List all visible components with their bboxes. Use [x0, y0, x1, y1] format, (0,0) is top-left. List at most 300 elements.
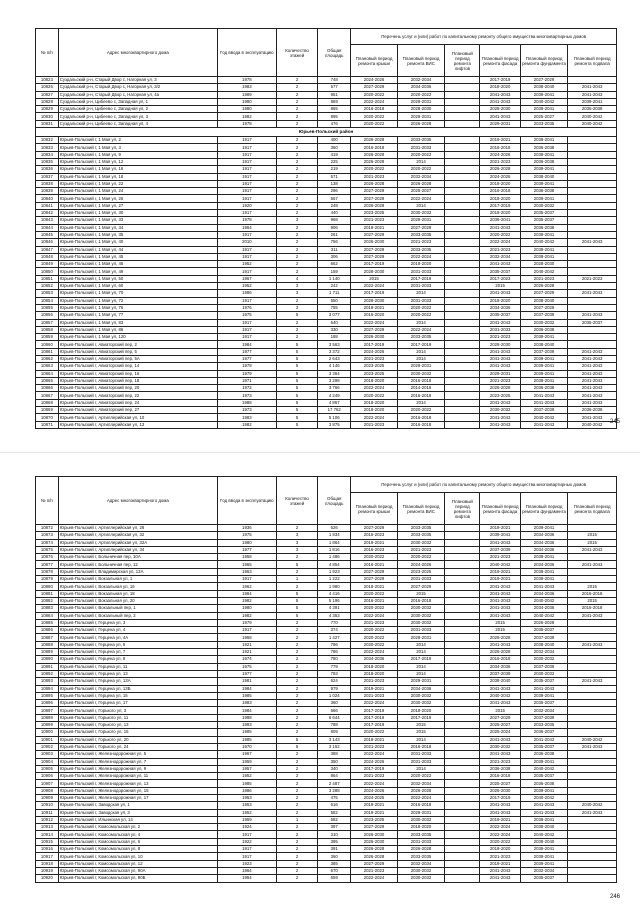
- cell-number: 10862: [36, 355, 59, 362]
- cell-lifts: [445, 290, 480, 297]
- cell-year: 1978: [217, 217, 276, 224]
- cell-floors: 2: [276, 246, 317, 253]
- cell-address: Юрьев-Польский г, Авиаторский пер, 2: [58, 341, 217, 348]
- cell-area: 567: [318, 195, 351, 202]
- cell-vis: 2016-2018: [397, 743, 445, 750]
- cell-address: Юрьев-Польский г, 1 Мая ул, 120: [58, 334, 217, 341]
- cell-lifts: [445, 809, 480, 816]
- cell-floors: 5: [276, 399, 317, 406]
- table-row: [36, 605, 617, 612]
- cell-area: 4 854: [318, 561, 351, 568]
- cell-address: Юрьев-Польский г, Герцена ул, 13А: [58, 678, 217, 685]
- cell-year: 1981: [217, 678, 276, 685]
- cell-lifts: [445, 195, 480, 202]
- cell-floors: 2: [276, 685, 317, 692]
- cell-foundation: 2036-2038: [520, 326, 568, 333]
- cell-area: 779: [318, 663, 351, 670]
- cell-floors: 2: [276, 231, 317, 238]
- cell-facade: 2030-2032: [480, 743, 520, 750]
- cell-basement: [568, 261, 617, 268]
- cell-basement: [568, 831, 617, 838]
- cell-foundation: 2034-2036: [520, 590, 568, 597]
- cell-address: Юрьев-Польский г, 1 Мая ул, 12: [58, 158, 217, 165]
- cell-year: 1982: [217, 421, 276, 428]
- cell-address: Юрьев-Польский г, 1 Мая ул, 44: [58, 246, 217, 253]
- cell-year: 1952: [217, 809, 276, 816]
- cell-roof: 2021-2023: [351, 173, 398, 180]
- cell-foundation: 2030-2032: [520, 202, 568, 209]
- table-row: [36, 867, 617, 874]
- cell-lifts: [445, 634, 480, 641]
- cell-basement: [568, 875, 617, 882]
- cell-address: Юрьев-Польский г, Герцена ул, 5: [58, 641, 217, 648]
- cell-foundation: 2040-2042: [520, 597, 568, 604]
- cell-foundation: 2035-2037: [520, 210, 568, 217]
- cell-vis: 2031-2033: [397, 576, 445, 583]
- header-address: Адрес многоквартирного дома: [58, 29, 217, 77]
- cell-floors: 2: [276, 751, 317, 758]
- cell-basement: [568, 816, 617, 823]
- cell-floors: 5: [276, 736, 317, 743]
- cell-floors: 2: [276, 634, 317, 641]
- cell-area: 397: [318, 824, 351, 831]
- cell-address: Юрьев-Польский г, Больничная пер, 10А: [58, 554, 217, 561]
- cell-number: 10870: [36, 414, 59, 421]
- cell-area: 968: [318, 217, 351, 224]
- cell-floors: 2: [276, 84, 317, 91]
- cell-number: 10865: [36, 377, 59, 384]
- cell-foundation: 2037-2039: [520, 714, 568, 721]
- cell-facade: 2022-2024: [480, 824, 520, 831]
- cell-facade: 2015: [480, 627, 520, 634]
- cell-basement: [568, 246, 617, 253]
- cell-basement: 2036-2038: [568, 106, 617, 113]
- cell-address: Юрьев-Польский г, Заводская ул, 1: [58, 802, 217, 809]
- cell-foundation: 2036-2038: [520, 385, 568, 392]
- cell-area: 979: [318, 685, 351, 692]
- cell-floors: 2: [276, 867, 317, 874]
- cell-number: 10846: [36, 239, 59, 246]
- cell-foundation: 2035-2037: [520, 773, 568, 780]
- cell-year: 1962: [217, 583, 276, 590]
- cell-area: 577: [318, 84, 351, 91]
- cell-foundation: 2041-2043: [520, 583, 568, 590]
- cell-basement: [568, 634, 617, 641]
- table-row: [36, 363, 617, 370]
- cell-foundation: 2038-2040: [520, 641, 568, 648]
- cell-facade: 2039-2041: [480, 532, 520, 539]
- cell-number: 10828: [36, 98, 59, 105]
- cell-vis: 2022-2024: [397, 326, 445, 333]
- cell-area: 1 024: [318, 692, 351, 699]
- cell-facade: 2016-2018: [480, 773, 520, 780]
- cell-roof: 2027-2029: [351, 525, 398, 532]
- cell-facade: 2019-2021: [480, 860, 520, 867]
- cell-area: 4 249: [318, 392, 351, 399]
- cell-foundation: 2036-2038: [520, 188, 568, 195]
- cell-floors: 2: [276, 802, 317, 809]
- cell-address: Юрьев-Польский г, Авиаторский пер, 24: [58, 399, 217, 406]
- cell-facade: 2041-2043: [480, 612, 520, 619]
- cell-facade: 2029-2031: [480, 120, 520, 127]
- cell-vis: 2018-2020: [397, 824, 445, 831]
- cell-floors: 2: [276, 297, 317, 304]
- cell-year: 1975: [217, 312, 276, 319]
- cell-basement: [568, 304, 617, 311]
- cell-roof: 2016-2023: [351, 546, 398, 553]
- cell-facade: 2026-2028: [480, 634, 520, 641]
- cell-lifts: [445, 151, 480, 158]
- cell-roof: 2026-2030: [351, 334, 398, 341]
- cell-roof: 2026-2028: [351, 151, 398, 158]
- cell-address: Юрьев-Польский г, Комсомольская ул, 10: [58, 853, 217, 860]
- cell-floors: 2: [276, 787, 317, 794]
- table-row: [36, 670, 617, 677]
- cell-year: 1917: [217, 253, 276, 260]
- cell-number: 10844: [36, 224, 59, 231]
- cell-number: 10904: [36, 758, 59, 765]
- cell-basement: 2041-2043: [568, 385, 617, 392]
- cell-basement: 2041-2043: [568, 312, 617, 319]
- cell-floors: 2: [276, 794, 317, 801]
- cell-roof: 2022-2024: [351, 283, 398, 290]
- cell-vis: 2026-2028: [397, 846, 445, 853]
- cell-vis: 2020-2022: [397, 166, 445, 173]
- table-row: [36, 275, 617, 282]
- cell-roof: 2019-2021: [351, 809, 398, 816]
- cell-facade: 2041-2043: [480, 319, 520, 326]
- cell-year: 1921: [217, 641, 276, 648]
- cell-facade: 2020-2022: [480, 838, 520, 845]
- cell-foundation: 2036-2038: [520, 158, 568, 165]
- cell-foundation: 2039-2041: [520, 860, 568, 867]
- cell-basement: 2041-2043: [568, 392, 617, 399]
- cell-vis: 2014: [397, 290, 445, 297]
- cell-floors: 5: [276, 392, 317, 399]
- cell-basement: [568, 188, 617, 195]
- cell-number: 10915: [36, 838, 59, 845]
- cell-foundation: 2038-2040: [520, 297, 568, 304]
- cell-year: 1959: [217, 758, 276, 765]
- cell-lifts: [445, 576, 480, 583]
- cell-basement: [568, 846, 617, 853]
- cell-vis: 2016-2018: [397, 597, 445, 604]
- cell-vis: 2031-2033: [397, 144, 445, 151]
- cell-floors: 5: [276, 348, 317, 355]
- cell-number: 10829: [36, 106, 59, 113]
- cell-lifts: [445, 743, 480, 750]
- cell-address: Юрьев-Польский г, Комсомольская ул, 90А: [58, 867, 217, 874]
- cell-number: 10910: [36, 802, 59, 809]
- cell-facade: 2021-2023: [480, 554, 520, 561]
- cell-basement: [568, 568, 617, 575]
- cell-lifts: [445, 765, 480, 772]
- cell-address: Юрьев-Польский г, 1 Мая ул, 27: [58, 202, 217, 209]
- cell-roof: 2027-2029: [351, 195, 398, 202]
- cell-foundation: 2036-2038: [520, 780, 568, 787]
- cell-floors: 2: [276, 120, 317, 127]
- cell-roof: 2022-2024: [351, 751, 398, 758]
- table-row: [36, 304, 617, 311]
- cell-foundation: 2041-2043: [520, 392, 568, 399]
- cell-area: 748: [318, 77, 351, 84]
- cell-floors: 3: [276, 290, 317, 297]
- cell-floors: 5: [276, 605, 317, 612]
- header-area: Общая площадь: [318, 29, 351, 77]
- cell-basement: 2041-2043: [568, 414, 617, 421]
- cell-roof: 2019-2021: [351, 736, 398, 743]
- cell-area: 756: [318, 239, 351, 246]
- cell-foundation: 2030-2032: [520, 656, 568, 663]
- table-row: [36, 875, 617, 882]
- cell-address: Юрьев-Польский г, Железнодорожная ул, 13: [58, 780, 217, 787]
- cell-basement: [568, 853, 617, 860]
- cell-vis: 2028-2030: [397, 106, 445, 113]
- cell-year: 1983: [217, 84, 276, 91]
- cell-floors: 2: [276, 875, 317, 882]
- cell-vis: 2034-2036: [397, 685, 445, 692]
- cell-year: 1985: [217, 729, 276, 736]
- cell-vis: 2014: [397, 355, 445, 362]
- cell-year: 1917: [217, 166, 276, 173]
- cell-lifts: [445, 188, 480, 195]
- cell-lifts: [445, 137, 480, 144]
- cell-lifts: [445, 246, 480, 253]
- cell-vis: 2031-2033: [397, 283, 445, 290]
- cell-vis: 2014: [397, 649, 445, 656]
- cell-area: 330: [318, 326, 351, 333]
- cell-roof: 2020-2022: [351, 634, 398, 641]
- cell-facade: 2026-2028: [480, 649, 520, 656]
- cell-area: 3 143: [318, 736, 351, 743]
- cell-facade: 2030-2032: [480, 407, 520, 414]
- cell-year: 1957: [217, 765, 276, 772]
- cell-address: Юрьев-Польский г, Герцена ул, 7: [58, 649, 217, 656]
- table-row: [36, 326, 617, 333]
- cell-year: 1952: [217, 261, 276, 268]
- cell-basement: 2039-2041: [568, 98, 617, 105]
- cell-foundation: 2039-2041: [520, 377, 568, 384]
- cell-roof: 2022-2024: [351, 98, 398, 105]
- cell-year: 1977: [217, 355, 276, 362]
- cell-year: 1917: [217, 231, 276, 238]
- cell-address: Юрьев-Польский г, 1 Мая ул, 2: [58, 137, 217, 144]
- cell-roof: 2016-2020: [351, 312, 398, 319]
- cell-facade: 2024-2026: [480, 151, 520, 158]
- cell-basement: 2041-2043: [568, 348, 617, 355]
- cell-number: 10843: [36, 217, 59, 224]
- cell-facade: 2026-2028: [480, 166, 520, 173]
- cell-year: 1967: [217, 275, 276, 282]
- cell-foundation: 2033-2035: [520, 722, 568, 729]
- cell-floors: 2: [276, 253, 317, 260]
- cell-number: 10869: [36, 407, 59, 414]
- cell-foundation: 2033-2035: [520, 120, 568, 127]
- cell-address: Юрьев-Польский г, Владимирская ул, 13А: [58, 568, 217, 575]
- cell-foundation: 2039-2041: [520, 692, 568, 699]
- cell-year: 1963: [217, 794, 276, 801]
- cell-area: 340: [318, 765, 351, 772]
- cell-foundation: 2041-2043: [520, 685, 568, 692]
- table-row: [36, 656, 617, 663]
- cell-foundation: 2039-2041: [520, 554, 568, 561]
- cell-floors: 2: [276, 261, 317, 268]
- cell-roof: 2022-2024: [351, 649, 398, 656]
- table-row: [36, 773, 617, 780]
- cell-vis: 2020-2022: [397, 554, 445, 561]
- cell-foundation: 2025-2027: [520, 113, 568, 120]
- cell-vis: 2018-2020: [397, 707, 445, 714]
- cell-area: 311: [318, 246, 351, 253]
- cell-lifts: [445, 641, 480, 648]
- table-row: [36, 568, 617, 575]
- cell-vis: 2027-2029: [397, 583, 445, 590]
- cell-roof: 2026-2028: [351, 180, 398, 187]
- cell-floors: 2: [276, 525, 317, 532]
- cell-facade: 2017-2019: [480, 77, 520, 84]
- cell-vis: 2014: [397, 641, 445, 648]
- cell-number: 10894: [36, 685, 59, 692]
- cell-foundation: 2039-2041: [520, 355, 568, 362]
- cell-facade: 2024-2026: [480, 173, 520, 180]
- cell-foundation: 2038-2040: [520, 824, 568, 831]
- cell-facade: 2025-2027: [480, 780, 520, 787]
- cell-foundation: 2034-2036: [520, 546, 568, 553]
- table-row: [36, 261, 617, 268]
- cell-roof: 2027-2029: [351, 860, 398, 867]
- cell-floors: 3: [276, 546, 317, 553]
- cell-roof: 2027-2029: [351, 568, 398, 575]
- cell-vis: 2016-2018: [397, 421, 445, 428]
- cell-year: 1917: [217, 853, 276, 860]
- cell-area: 4 146: [318, 363, 351, 370]
- cell-floors: 2: [276, 113, 317, 120]
- table-row: [36, 678, 617, 685]
- cell-address: Юрьев-Польский г, Комсомольская ул, 12: [58, 860, 217, 867]
- cell-vis: 2014: [397, 736, 445, 743]
- cell-foundation: 2039-2041: [520, 334, 568, 341]
- cell-area: 360: [318, 700, 351, 707]
- cell-roof: 2026-2030: [351, 831, 398, 838]
- cell-foundation: 2036-2037: [520, 729, 568, 736]
- cell-lifts: [445, 297, 480, 304]
- cell-floors: 1: [276, 576, 317, 583]
- cell-basement: [568, 692, 617, 699]
- cell-lifts: [445, 312, 480, 319]
- cell-lifts: [445, 363, 480, 370]
- cell-facade: 2026-2028: [480, 385, 520, 392]
- cell-floors: 2: [276, 583, 317, 590]
- cell-basement: 2035-2037: [568, 319, 617, 326]
- cell-basement: [568, 554, 617, 561]
- cell-roof: 2021-2023: [351, 692, 398, 699]
- cell-basement: 2015: [568, 532, 617, 539]
- cell-lifts: [445, 283, 480, 290]
- cell-basement: [568, 137, 617, 144]
- cell-foundation: 2039-2041: [520, 787, 568, 794]
- cell-basement: 2041-2043: [568, 399, 617, 406]
- cell-roof: 2026-2030: [351, 239, 398, 246]
- cell-year: 1988: [217, 714, 276, 721]
- table-row: [36, 120, 617, 127]
- cell-foundation: 2037-2039: [520, 312, 568, 319]
- cell-number: 10852: [36, 283, 59, 290]
- cell-vis: 2029-2031: [397, 678, 445, 685]
- cell-address: Юрьев-Польский г, Горького ул, 13: [58, 722, 217, 729]
- cell-basement: 2015: [568, 539, 617, 546]
- cell-lifts: [445, 824, 480, 831]
- cell-basement: [568, 751, 617, 758]
- cell-address: Юрьев-Польский г, 1 Мая ул, 70: [58, 290, 217, 297]
- cell-foundation: 2039-2041: [520, 846, 568, 853]
- cell-lifts: [445, 239, 480, 246]
- cell-vis: 2033-2035: [397, 137, 445, 144]
- table-row: [36, 546, 617, 553]
- cell-year: 1959: [217, 816, 276, 823]
- cell-year: 1985: [217, 780, 276, 787]
- table-row: [36, 619, 617, 626]
- cell-vis: 2033-2035: [397, 831, 445, 838]
- cell-year: 1978: [217, 363, 276, 370]
- cell-address: Юрьев-Польский г, Вокзальная ул, 20: [58, 597, 217, 604]
- cell-number: 10874: [36, 539, 59, 546]
- cell-basement: [568, 77, 617, 84]
- cell-lifts: [445, 261, 480, 268]
- cell-floors: 2: [276, 773, 317, 780]
- cell-number: 10903: [36, 751, 59, 758]
- cell-facade: 2037-2039: [480, 670, 520, 677]
- cell-roof: 2018-2020: [351, 407, 398, 414]
- page-number: 246: [609, 894, 620, 900]
- cell-foundation: 2041-2043: [520, 809, 568, 816]
- cell-area: 306: [318, 253, 351, 260]
- cell-area: 5 196: [318, 597, 351, 604]
- table-row: [36, 751, 617, 758]
- cell-roof: 2019-2021: [351, 539, 398, 546]
- cell-number: 10907: [36, 780, 59, 787]
- cell-number: 10849: [36, 261, 59, 268]
- cell-area: 906: [318, 224, 351, 231]
- cell-address: Юрьев-Польский г, Железнодорожная ул, 9: [58, 765, 217, 772]
- cell-vis: 2021-2023: [397, 239, 445, 246]
- cell-lifts: [445, 539, 480, 546]
- cell-year: 1974: [217, 656, 276, 663]
- cell-number: 10886: [36, 627, 59, 634]
- cell-facade: 2021-2023: [480, 853, 520, 860]
- cell-lifts: [445, 707, 480, 714]
- cell-lifts: [445, 319, 480, 326]
- cell-basement: [568, 151, 617, 158]
- cell-roof: 2017-2019: [351, 722, 398, 729]
- cell-floors: 5: [276, 597, 317, 604]
- cell-vis: 2029-2031: [397, 363, 445, 370]
- header-basement: Плановый период ремонта подвала: [568, 45, 617, 77]
- cell-floors: 5: [276, 612, 317, 619]
- table-row: [36, 561, 617, 568]
- cell-vis: 2014-2016: [397, 385, 445, 392]
- cell-basement: [568, 341, 617, 348]
- cell-number: 10872: [36, 525, 59, 532]
- cell-facade: 2041-2043: [480, 597, 520, 604]
- cell-basement: 2041-2043: [568, 743, 617, 750]
- cell-year: 1964: [217, 875, 276, 882]
- cell-number: 10864: [36, 370, 59, 377]
- header-number: № п/п: [36, 477, 59, 525]
- cell-lifts: [445, 91, 480, 98]
- cell-vis: 2014: [397, 202, 445, 209]
- cell-year: 1983: [217, 414, 276, 421]
- cell-year: 1978: [217, 120, 276, 127]
